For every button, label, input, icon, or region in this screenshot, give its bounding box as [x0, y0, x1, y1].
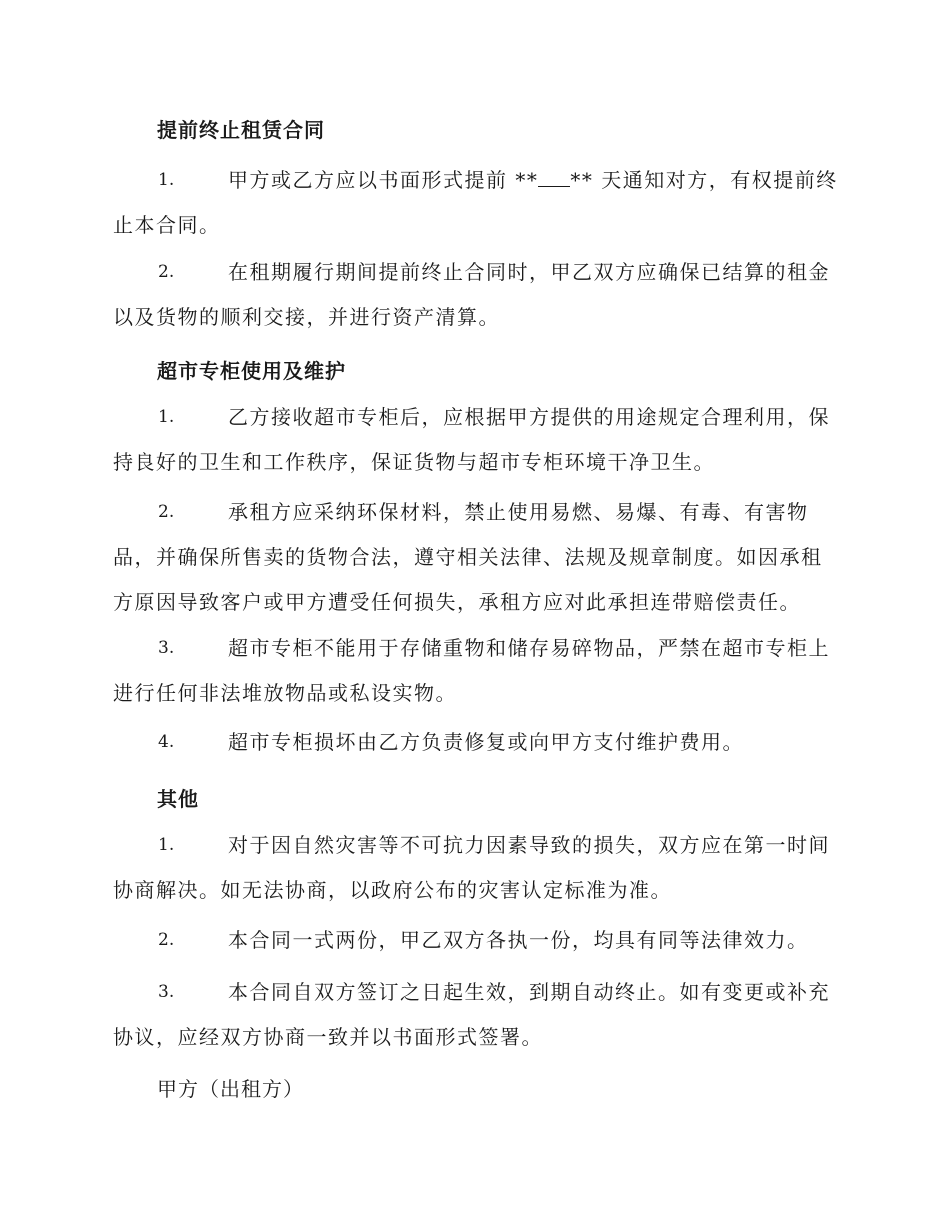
- clause-text-line: 以及货物的顺利交接，并进行资产清算。: [113, 305, 500, 329]
- clause-text-line: 本合同一式两份，甲乙双方各执一份，均具有同等法律效力。: [228, 928, 809, 952]
- clause-item: [113, 970, 833, 1060]
- clause-item: [113, 158, 838, 248]
- clause-text-line: 对于因自然灾害等不可抗力因素导致的损失，双方应在第一时间: [228, 833, 830, 857]
- clause-text-line: 超市专柜不能用于存储重物和储存易碎物品，严禁在超市专柜上: [228, 636, 830, 660]
- clause-text-line: 方原因导致客户或甲方遭受任何损失，承租方应对此承担连带赔偿责任。: [113, 590, 801, 614]
- clause-number: 3.: [158, 982, 175, 1002]
- clause-text-line: 进行任何非法堆放物品或私设实物。: [113, 681, 457, 705]
- clause-text-line: 在租期履行期间提前终止合同时，甲乙双方应确保已结算的租金: [228, 260, 830, 284]
- clause-item: [113, 626, 833, 716]
- clause-item: [113, 720, 833, 765]
- clause-number: 2.: [158, 502, 175, 522]
- section-heading-early-termination: 提前终止租赁合同: [157, 118, 325, 142]
- clause-text-line: 承租方应采纳环保材料，禁止使用易燃、易爆、有毒、有害物: [228, 500, 809, 524]
- clause-item: [113, 395, 833, 485]
- clause-item: [113, 823, 833, 913]
- clause-text-line: 本合同自双方签订之日起生效，到期自动终止。如有变更或补充: [228, 980, 830, 1004]
- clause-number: 1.: [158, 407, 175, 427]
- clause-number: 1.: [158, 835, 175, 855]
- section-heading-other: 其他: [157, 787, 199, 811]
- clause-number: 3.: [158, 638, 175, 658]
- clause-text-line: 品，并确保所售卖的货物合法，遵守相关法律、法规及规章制度。如因承租: [113, 545, 823, 569]
- clause-item: [113, 918, 833, 963]
- clause-text-line: 协议，应经双方协商一致并以书面形式签署。: [113, 1025, 543, 1049]
- clause-text-after-blank: ** 天通知对方，有权提前终: [570, 168, 838, 192]
- clause-number: 2.: [158, 262, 175, 282]
- clause-number: 1.: [158, 170, 175, 190]
- clause-number: 4.: [158, 732, 175, 752]
- clause-text-line: 持良好的卫生和工作秩序，保证货物与超市专柜环境干净卫生。: [113, 450, 715, 474]
- section-heading-counter-usage: 超市专柜使用及维护: [157, 359, 346, 383]
- clause-item: [113, 490, 833, 625]
- clause-text-line: [113, 158, 838, 203]
- party-a-signature-label: 甲方（出租方）: [157, 1077, 304, 1101]
- clause-number: 2.: [158, 930, 175, 950]
- clause-text-line: 超市专柜损坏由乙方负责修复或向甲方支付维护费用。: [228, 730, 744, 754]
- clause-text-line: 乙方接收超市专柜后，应根据甲方提供的用途规定合理利用，保: [228, 405, 830, 429]
- clause-text-line: 止本合同。: [113, 213, 221, 237]
- clause-item: [113, 250, 833, 340]
- clause-text-before-blank: 甲方或乙方应以书面形式提前 **: [228, 168, 539, 192]
- fill-in-blank: [538, 168, 570, 187]
- clause-text-line: 协商解决。如无法协商，以政府公布的灾害认定标准为准。: [113, 878, 672, 902]
